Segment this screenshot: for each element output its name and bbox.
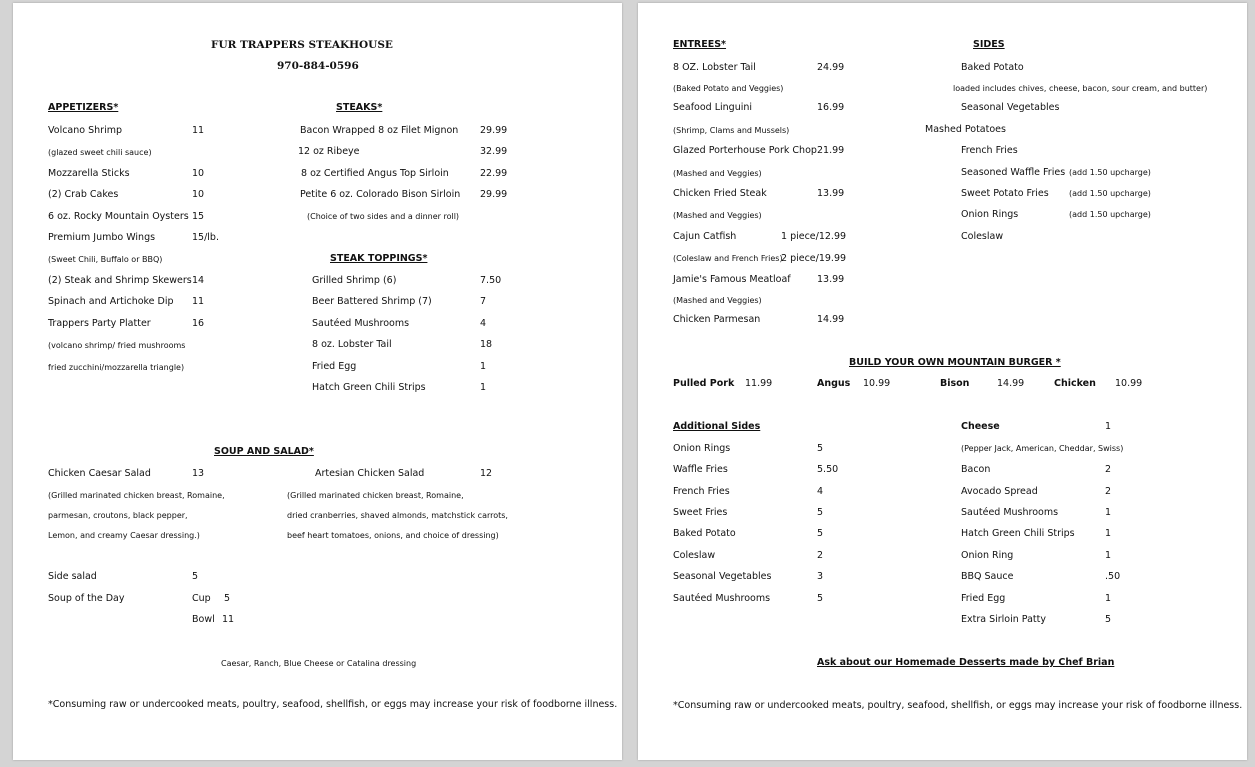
restaurant-title: FUR TRAPPERS STEAKHOUSE xyxy=(211,39,393,51)
menu-price: 2 xyxy=(1105,486,1112,497)
menu-price: 5 xyxy=(817,528,824,539)
burger-option: Angus xyxy=(817,378,851,389)
burger-price: 10.99 xyxy=(1115,378,1143,389)
menu-item: Beer Battered Shrimp (7) xyxy=(312,296,432,307)
menu-item: Bacon Wrapped 8 oz Filet Mignon xyxy=(300,125,459,136)
menu-item: Trappers Party Platter xyxy=(48,318,151,329)
menu-item: Spinach and Artichoke Dip xyxy=(48,296,174,307)
side-item: Baked Potato xyxy=(961,62,1024,73)
menu-price: 5 xyxy=(1105,614,1112,625)
soup-salad-heading: SOUP AND SALAD* xyxy=(214,446,314,457)
menu-price: 1 xyxy=(1105,593,1112,604)
menu-price: 1 xyxy=(480,361,487,372)
menu-item: Sautéed Mushrooms xyxy=(312,318,410,329)
additional-sides-heading: Additional Sides xyxy=(673,421,761,432)
menu-note: parmesan, croutons, black pepper, xyxy=(48,511,188,520)
menu-item: Sweet Fries xyxy=(673,507,728,518)
menu-price: 11 xyxy=(192,296,205,307)
menu-price: 1 xyxy=(1105,528,1112,539)
menu-price: 2 xyxy=(1105,464,1112,475)
food-safety-disclaimer: *Consuming raw or undercooked meats, poultry, seafood, shellfish, or eggs may increase your risk of foodborne illness. xyxy=(673,700,1243,711)
menu-price: 11 xyxy=(192,125,205,136)
menu-item: Volcano Shrimp xyxy=(48,125,122,136)
menu-item: 12 oz Ribeye xyxy=(298,146,360,157)
menu-price: 7 xyxy=(480,296,487,307)
burger-option: Bison xyxy=(940,378,970,389)
menu-item: Bacon xyxy=(961,464,991,475)
menu-item: Waffle Fries xyxy=(673,464,728,475)
steaks-heading: STEAKS* xyxy=(336,102,383,113)
sides-heading: SIDES xyxy=(973,39,1005,50)
menu-item: Fried Egg xyxy=(961,593,1006,604)
entrees-heading: ENTREES* xyxy=(673,39,727,50)
menu-price: 13.99 xyxy=(817,274,845,285)
menu-item: Chicken Parmesan xyxy=(673,314,761,325)
menu-item: Seasonal Vegetables xyxy=(673,571,772,582)
side-note: (add 1.50 upcharge) xyxy=(1069,189,1151,198)
menu-price: 5.50 xyxy=(817,464,839,475)
menu-item: Avocado Spread xyxy=(961,486,1038,497)
menu-note: (Mashed and Veggies) xyxy=(673,169,762,178)
menu-item: Hatch Green Chili Strips xyxy=(961,528,1075,539)
menu-note: (Mashed and Veggies) xyxy=(673,211,762,220)
cheese-heading: Cheese xyxy=(961,421,1000,432)
menu-item: Premium Jumbo Wings xyxy=(48,232,156,243)
soup-bowl-label: Bowl xyxy=(192,614,215,625)
menu-price: 1 xyxy=(1105,507,1112,518)
menu-item: French Fries xyxy=(673,486,730,497)
menu-price: 29.99 xyxy=(480,189,508,200)
menu-item: 6 oz. Rocky Mountain Oysters xyxy=(48,211,189,222)
menu-item: Onion Rings xyxy=(673,443,731,454)
menu-price: 5 xyxy=(192,571,199,582)
menu-item: Side salad xyxy=(48,571,97,582)
menu-price: 5 xyxy=(817,507,824,518)
desserts-note: Ask about our Homemade Desserts made by Chef Brian xyxy=(817,657,1115,668)
menu-price: 4 xyxy=(480,318,487,329)
menu-note: (volcano shrimp/ fried mushrooms xyxy=(48,341,186,350)
menu-price: 15/lb. xyxy=(192,232,219,243)
menu-price: 5 xyxy=(817,443,824,454)
menu-price: 10 xyxy=(192,168,205,179)
menu-item: Sautéed Mushrooms xyxy=(961,507,1059,518)
menu-price: 1 xyxy=(1105,550,1112,561)
side-item: French Fries xyxy=(961,145,1018,156)
side-item: Seasonal Vegetables xyxy=(961,102,1060,113)
menu-price: 18 xyxy=(480,339,493,350)
menu-item: Mozzarella Sticks xyxy=(48,168,130,179)
side-item: Coleslaw xyxy=(961,231,1004,242)
menu-item: BBQ Sauce xyxy=(961,571,1014,582)
menu-note: (Pepper Jack, American, Cheddar, Swiss) xyxy=(961,444,1124,453)
burger-heading: BUILD YOUR OWN MOUNTAIN BURGER * xyxy=(849,357,1061,368)
side-item: Seasoned Waffle Fries xyxy=(961,167,1066,178)
burger-price: 10.99 xyxy=(863,378,891,389)
menu-price: 5 xyxy=(817,593,824,604)
menu-price: 4 xyxy=(817,486,824,497)
appetizers-heading: APPETIZERS* xyxy=(48,102,119,113)
burger-price: 11.99 xyxy=(745,378,773,389)
menu-price: 1 xyxy=(1105,421,1112,432)
menu-page-2 xyxy=(638,3,1247,760)
menu-item: Grilled Shrimp (6) xyxy=(312,275,397,286)
side-note: (add 1.50 upcharge) xyxy=(1069,168,1151,177)
restaurant-phone: 970-884-0596 xyxy=(277,60,359,72)
menu-item: Chicken Fried Steak xyxy=(673,188,767,199)
menu-note: Lemon, and creamy Caesar dressing.) xyxy=(48,531,200,540)
food-safety-disclaimer: *Consuming raw or undercooked meats, poultry, seafood, shellfish, or eggs may increase your risk of foodborne illness. xyxy=(48,699,618,710)
menu-item: 8 oz Certified Angus Top Sirloin xyxy=(301,168,449,179)
menu-note: (Sweet Chili, Buffalo or BBQ) xyxy=(48,255,163,264)
dressing-options: Caesar, Ranch, Blue Cheese or Catalina dressing xyxy=(221,659,417,668)
menu-price: 11 xyxy=(222,614,235,625)
menu-item: Fried Egg xyxy=(312,361,357,372)
menu-price: 32.99 xyxy=(480,146,508,157)
menu-item: Glazed Porterhouse Pork Chop xyxy=(673,145,817,156)
menu-price: 14 xyxy=(192,275,205,286)
menu-note: (Choice of two sides and a dinner roll) xyxy=(307,212,460,221)
menu-item: Jamie's Famous Meatloaf xyxy=(673,274,791,285)
menu-item: 8 oz. Lobster Tail xyxy=(312,339,392,350)
menu-item: Extra Sirloin Patty xyxy=(961,614,1046,625)
menu-item: (2) Crab Cakes xyxy=(48,189,119,200)
menu-item: Artesian Chicken Salad xyxy=(315,468,425,479)
menu-page-1 xyxy=(13,3,622,760)
menu-price: 5 xyxy=(224,593,231,604)
menu-item: Sautéed Mushrooms xyxy=(673,593,771,604)
side-note: loaded includes chives, cheese, bacon, sour cream, and butter) xyxy=(953,84,1208,93)
menu-price: 29.99 xyxy=(480,125,508,136)
menu-price: 22.99 xyxy=(480,168,508,179)
menu-note: (Mashed and Veggies) xyxy=(673,296,762,305)
side-item: Onion Rings xyxy=(961,209,1019,220)
menu-item: Seafood Linguini xyxy=(673,102,753,113)
menu-item: Chicken Caesar Salad xyxy=(48,468,151,479)
soup-cup-label: Cup xyxy=(192,593,211,604)
menu-price: 7.50 xyxy=(480,275,502,286)
menu-item: Soup of the Day xyxy=(48,593,125,604)
side-item: Sweet Potato Fries xyxy=(961,188,1049,199)
menu-note: (Grilled marinated chicken breast, Romaine, xyxy=(287,491,464,500)
menu-price: 1 piece/12.99 xyxy=(781,231,847,242)
menu-price: 10 xyxy=(192,189,205,200)
menu-price: 1 xyxy=(480,382,487,393)
menu-note: beef heart tomatoes, onions, and choice of dressing) xyxy=(287,531,499,540)
menu-note: fried zucchini/mozzarella triangle) xyxy=(48,363,185,372)
side-note: (add 1.50 upcharge) xyxy=(1069,210,1151,219)
menu-item: Cajun Catfish xyxy=(673,231,737,242)
menu-price: 24.99 xyxy=(817,62,845,73)
menu-item: 8 OZ. Lobster Tail xyxy=(673,62,756,73)
menu-item: (2) Steak and Shrimp Skewers xyxy=(48,275,192,286)
menu-price: 16.99 xyxy=(817,102,845,113)
menu-price: 13.99 xyxy=(817,188,845,199)
menu-item: Coleslaw xyxy=(673,550,716,561)
menu-note: (Shrimp, Clams and Mussels) xyxy=(673,126,790,135)
toppings-heading: STEAK TOPPINGS* xyxy=(330,253,428,264)
menu-note: (glazed sweet chili sauce) xyxy=(48,148,152,157)
burger-option: Pulled Pork xyxy=(673,378,735,389)
menu-item: Baked Potato xyxy=(673,528,736,539)
side-item: Mashed Potatoes xyxy=(925,124,1006,135)
menu-note: (Coleslaw and French Fries) xyxy=(673,254,783,263)
menu-price: 14.99 xyxy=(817,314,845,325)
menu-price: 13 xyxy=(192,468,205,479)
menu-price: 15 xyxy=(192,211,205,222)
menu-price: 2 piece/19.99 xyxy=(781,253,847,264)
menu-note: (Grilled marinated chicken breast, Romaine, xyxy=(48,491,225,500)
menu-price: 2 xyxy=(817,550,824,561)
menu-item: Onion Ring xyxy=(961,550,1014,561)
menu-note: (Baked Potato and Veggies) xyxy=(673,84,784,93)
menu-price: 12 xyxy=(480,468,493,479)
burger-option: Chicken xyxy=(1054,378,1096,389)
menu-price: .50 xyxy=(1105,571,1121,582)
menu-item: Hatch Green Chili Strips xyxy=(312,382,426,393)
menu-price: 3 xyxy=(817,571,824,582)
menu-note: dried cranberries, shaved almonds, matchstick carrots, xyxy=(287,511,508,520)
burger-price: 14.99 xyxy=(997,378,1025,389)
menu-price: 16 xyxy=(192,318,205,329)
menu-price: 21.99 xyxy=(817,145,845,156)
menu-item: Petite 6 oz. Colorado Bison Sirloin xyxy=(300,189,461,200)
